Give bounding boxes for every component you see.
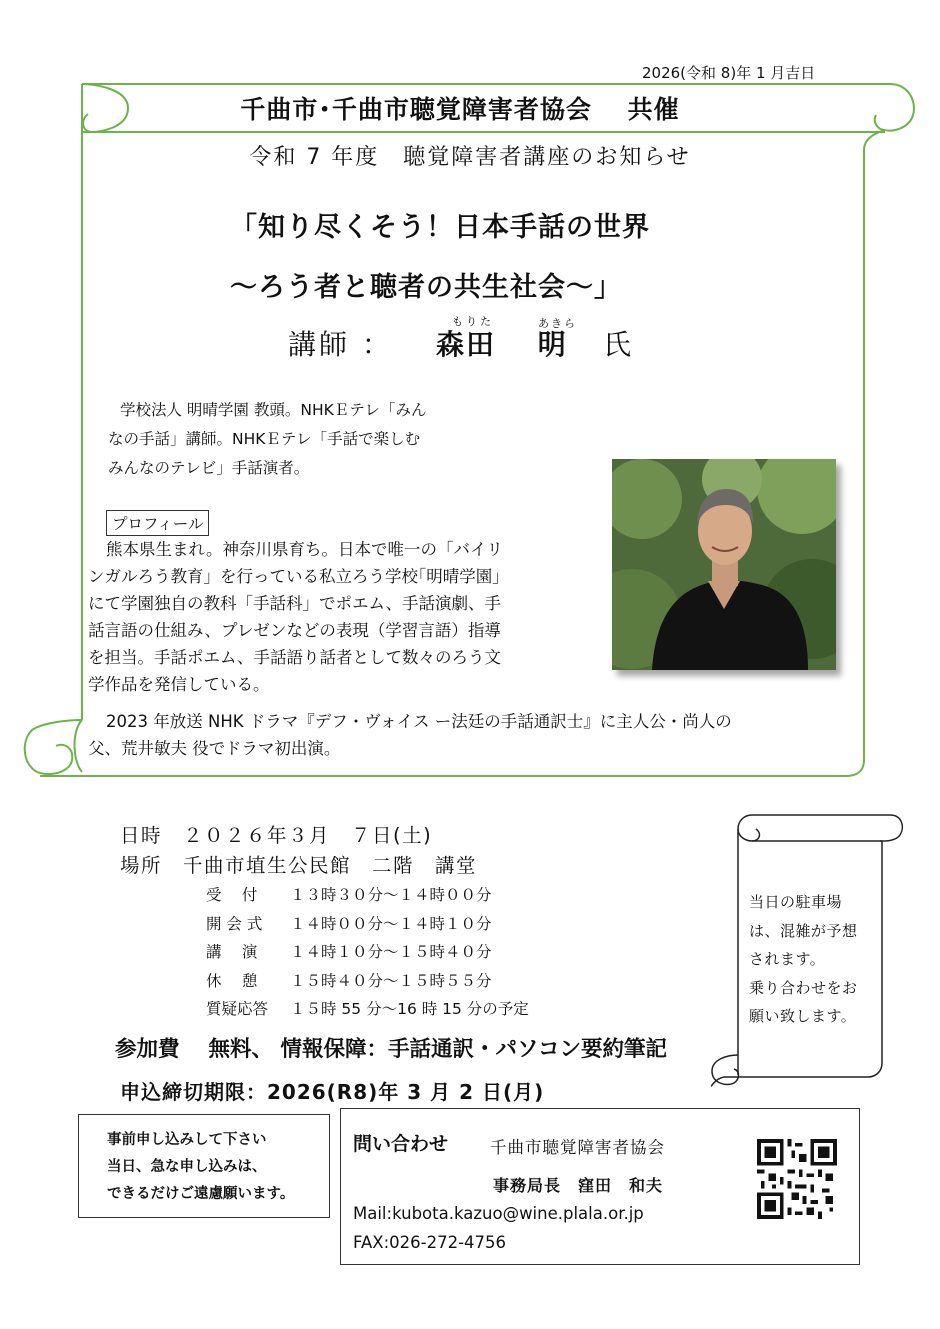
lecturer-photo xyxy=(612,459,836,670)
schedule-row xyxy=(206,994,529,1023)
profile-label: プロフィール xyxy=(106,510,209,536)
contact-organization: 千曲市聴覚障害者協会 xyxy=(490,1138,665,1157)
profile-line: 熊本県生まれ。神奈川県育ち。日本で唯一の「バイリ xyxy=(106,540,503,559)
qr-code-icon[interactable] xyxy=(757,1139,837,1219)
contact-box xyxy=(340,1108,860,1265)
schedule-row xyxy=(206,909,529,938)
drama-line: 父、荒井敏夫 役でドラマ初出演。 xyxy=(88,739,341,758)
contact-person: 事務局長 窪田 和夫 xyxy=(493,1176,664,1195)
parking-line: 乗り合わせをお xyxy=(749,978,858,997)
parking-line: 当日の駐車場 xyxy=(749,893,843,911)
profile-line: にて学園独自の教科「手話科」でポエム、手話演劇、手 xyxy=(88,594,501,613)
schedule-label: 受 付 xyxy=(206,886,258,905)
schedule-time: １４時１０分～１５時４０分 xyxy=(290,943,492,962)
profile-line: 学作品を発信している。 xyxy=(88,675,270,694)
lecture-title-line1: 「知り尽くそう！日本手話の世界 xyxy=(230,212,650,243)
schedule-row xyxy=(206,937,529,966)
schedule-time: １５時４０分～１５時５５分 xyxy=(290,971,492,990)
notice-heading: 令和 7 年度 聴覚障害者講座のお知らせ xyxy=(249,145,691,170)
issue-date: 2026(令和 8)年 1 月吉日 xyxy=(642,64,816,82)
parking-notice xyxy=(749,888,874,1031)
schedule-label: 休 憩 xyxy=(206,971,258,990)
parking-line: 願い致します。 xyxy=(749,1007,857,1025)
cohost-heading: 千曲市･千曲市聴覚障害者協会 共催 xyxy=(240,95,680,124)
event-place: 場所 千曲市埴生公民館 二階 講堂 xyxy=(120,854,478,877)
advance-line: 事前申し込みして下さい xyxy=(107,1132,267,1148)
lecturer-label: 講師 ： xyxy=(288,328,393,361)
schedule-row xyxy=(206,966,529,995)
drama-text xyxy=(88,708,848,762)
lecturer-ruby-given: あきら xyxy=(538,317,577,330)
bio-line: なの手話」講師。NHKＥテレ「手話で楽しむ xyxy=(108,430,421,448)
event-datetime: 日時 ２０２６年３月 ７日(土) xyxy=(120,824,433,847)
lecturer-ruby-surname: もりた xyxy=(452,315,494,328)
lecturer-name: 森田 明 xyxy=(436,328,568,361)
contact-fax: FAX:026-272-4756 xyxy=(353,1233,507,1252)
profile-line: ンガルろう教育」を行っている私立ろう学校｢明晴学園｣ xyxy=(88,567,501,586)
bio-line: みんなのテレビ」手話演者。 xyxy=(108,459,310,477)
profile-line: を担当。手話ポエム、手話語り話者として数々のろう文 xyxy=(88,648,501,667)
lecturer-bio xyxy=(108,396,558,483)
profile-text xyxy=(88,536,588,698)
schedule-label: 質疑応答 xyxy=(206,1000,269,1019)
bio-line: 学校法人 明晴学園 教頭。NHKＥテレ「みん xyxy=(120,401,427,419)
drama-line: 2023 年放送 NHK ドラマ『デフ・ヴォイス ー法廷の手話通訳士』に主人公・尚人の xyxy=(106,712,732,731)
schedule-time: １３時３０分～１４時００分 xyxy=(290,886,492,905)
advance-line: 当日、急な申し込みは、 xyxy=(107,1159,267,1175)
contact-title: 問い合わせ xyxy=(353,1133,449,1155)
advance-line: できるだけご遠慮願います。 xyxy=(107,1186,295,1202)
application-deadline: 申込締切期限：2026(R8)年 3 月 2 日(月) xyxy=(120,1080,545,1104)
schedule-table xyxy=(206,880,529,1023)
schedule-row xyxy=(206,880,529,909)
parking-line: されます。 xyxy=(749,950,826,968)
schedule-time: １４時００分～１４時１０分 xyxy=(290,914,492,933)
lecturer-suffix: 氏 xyxy=(603,328,632,361)
lecture-title-line2: ～ろう者と聴者の共生社会～」 xyxy=(230,272,622,303)
fee-info: 参加費 無料、 情報保障：手話通訳・パソコン要約筆記 xyxy=(115,1037,668,1062)
contact-email[interactable]: Mail:kubota.kazuo@wine.plala.or.jp xyxy=(353,1204,644,1223)
schedule-time: １５時 55 分～16 時 15 分の予定 xyxy=(290,1000,529,1019)
schedule-label: 開 会 式 xyxy=(206,914,263,933)
advance-registration-box xyxy=(78,1114,330,1218)
parking-line: は、混雑が予想 xyxy=(749,921,858,940)
profile-line: 話言語の仕組み、プレゼンなどの表現（学習言語）指導 xyxy=(88,621,501,640)
schedule-label: 講 演 xyxy=(206,943,258,962)
